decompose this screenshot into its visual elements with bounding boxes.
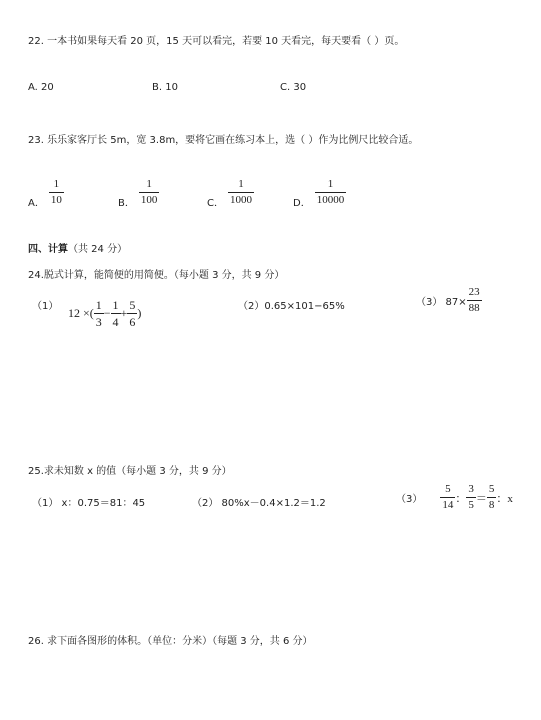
q26-text: 26. 求下面各图形的体积。（单位：分米）（每题 3 分，共 6 分）	[28, 636, 313, 647]
q24-p3	[416, 287, 482, 314]
section-title: 四、计算	[28, 244, 68, 255]
q23-option-b	[118, 176, 159, 209]
q25-text: 25.求未知数 x 的值（每小题 3 分，共 9 分）	[28, 466, 232, 477]
q23-option-b-letter: B．	[118, 198, 135, 209]
q23-option-d-den: 10000	[316, 194, 345, 206]
q24-p1-fraction-3	[127, 299, 137, 328]
section-heading	[28, 240, 127, 255]
q24-p1-fraction-1	[94, 299, 104, 328]
q23-option-c	[207, 176, 254, 209]
q22-option-a: A. 20	[28, 82, 54, 93]
q24-p2: （2）0.65×101−65%	[238, 301, 345, 312]
q24-p1-op2: +	[120, 306, 128, 320]
q23-option-d-num: 1	[327, 178, 334, 190]
q23-option-b-den: 100	[140, 194, 158, 206]
q25-p3-f2-den: 5	[468, 499, 474, 511]
q24-p1-fraction-2	[111, 299, 121, 328]
section-score: （共 24 分）	[68, 244, 128, 255]
q22-option-b: B. 10	[152, 82, 178, 93]
q23-option-a-fraction	[49, 179, 64, 206]
q25-p3-f2-num: 3	[468, 483, 474, 495]
q24-p1-f3-num: 5	[129, 298, 136, 312]
q23-option-a-den: 10	[50, 194, 62, 206]
q23-option-b-num: 1	[146, 178, 152, 190]
q22-option-c: C. 30	[280, 82, 307, 93]
q25-p3-fraction-3	[487, 484, 497, 511]
q24-p1-f1-den: 3	[95, 315, 102, 329]
q23-option-b-fraction	[139, 179, 160, 206]
q25-p3-tail: ：x	[496, 492, 513, 505]
q25-p3-f3-den: 8	[488, 499, 495, 511]
q24-p1-f1-num: 1	[95, 298, 102, 312]
q23-option-c-fraction	[228, 179, 254, 206]
q25-p3-colon: ：	[455, 492, 467, 505]
q24-p1-f3-den: 6	[129, 315, 136, 329]
q25-p3-equals: ＝	[475, 492, 487, 505]
q23-option-a-num: 1	[53, 178, 60, 190]
q23-option-d-fraction	[315, 179, 347, 206]
q23-option-d-letter: D．	[293, 198, 311, 209]
q25-p3-label: （3）	[396, 494, 423, 505]
q24-p1-post: )	[137, 306, 142, 320]
q24-p1-f2-num: 1	[112, 298, 119, 312]
q23-option-c-letter: C．	[207, 198, 224, 209]
q22-text: 22. 一本书如果每天看 20 页，15 天可以看完，若要 10 天看完，每天要看（ ）页。	[28, 36, 405, 47]
q23-option-c-den: 1000	[229, 194, 252, 206]
q23-option-c-num: 1	[238, 178, 244, 190]
q25-p3-f1-den: 14	[442, 499, 454, 511]
q24-p1-pre: 12 ×(	[68, 306, 94, 320]
q25-p3-f1-num: 5	[445, 483, 451, 495]
q25-p1: （1） x：0.75＝81：45	[32, 498, 146, 509]
q24-p1-op1: −	[103, 306, 111, 320]
q25-p3-equation	[440, 484, 513, 511]
q24-p3-num: 23	[468, 286, 480, 298]
q24-p3-label: （3） 87×	[416, 297, 467, 308]
q24-text: 24.脱式计算，能简便的用简便。（每小题 3 分，共 9 分）	[28, 270, 285, 281]
q23-option-a	[28, 176, 64, 209]
q24-p1-f2-den: 4	[112, 315, 119, 329]
q24-p1-expression	[68, 299, 141, 328]
q24-p1-label: （1）	[32, 301, 59, 312]
q25-p2: （2） 80%x－0.4×1.2＝1.2	[192, 498, 326, 509]
q25-p3-fraction-1	[440, 484, 455, 511]
q23-option-d	[293, 176, 346, 209]
q25-p3	[396, 484, 513, 511]
q24-p3-fraction	[467, 287, 482, 314]
q23-text: 23. 乐乐家客厅长 5m，宽 3.8m，要将它画在练习本上，选（ ）作为比例尺比较合适。	[28, 135, 419, 146]
q25-p3-fraction-2	[466, 484, 476, 511]
q24-p3-den: 88	[468, 302, 480, 314]
q23-option-a-letter: A．	[28, 198, 45, 209]
q25-p3-f3-num: 5	[488, 483, 495, 495]
